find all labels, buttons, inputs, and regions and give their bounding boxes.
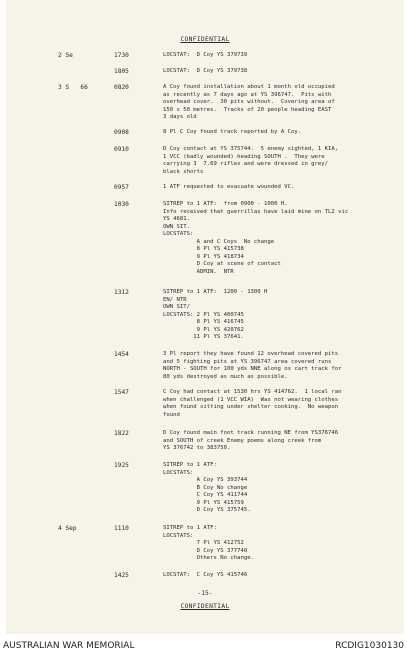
entry-text: 1 ATF requested to evacuate wounded VC.: [163, 184, 295, 190]
entry-time: 1730: [114, 52, 129, 59]
entry-time: 1030: [114, 201, 129, 208]
classification-header: CONFIDENTIAL: [180, 36, 230, 43]
entry-time: 0910: [114, 146, 129, 153]
entry-text: C Coy had contact at 1530 hrs YS 414762. 1 local ran when challenged (1 VCC WIA) Was not wearing clothes when found sitting under shelter cooking. No weapon found: [163, 389, 342, 418]
archive-reference: RCDIG1030130: [335, 641, 404, 651]
entry-time: 0820: [114, 84, 129, 91]
entry-time: 1822: [114, 430, 129, 437]
entry-time: 1805: [114, 68, 129, 75]
entry-date: 4 Sep: [58, 525, 77, 532]
entry-time: 0957: [114, 184, 129, 191]
entry-text: SITREP to 1 ATF: from 0900 - 1000 H. Info received that guerrillas have laid mine on TL2 vic YS 4681. OWN SIT. LOCSTATS: A and C Coys No change 8 Pl YS 415738 9 Pl YS 418734 D Coy at scene of contact ADMIN. NTR: [163, 201, 349, 275]
entry-time: 1454: [114, 351, 129, 358]
document-page: [6, 0, 404, 634]
entry-text: SITREP to 1 ATF: 1200 - 1300 H EN/ NTR OWN SIT/ LOCSTATS: 2 Pl YS 400745 8 Pl YS 416745 9 Pl YS 420762 11 Pl YS 37641.: [163, 289, 268, 340]
entry-time: 1547: [114, 389, 129, 396]
classification-footer: CONFIDENTIAL: [180, 603, 230, 610]
entry-text: D Coy found main foot track running NE from YS376746 and SOUTH of creek Enemy poems along creek from YS 376742 to 383750.: [163, 430, 339, 451]
entry-text: LOCSTAT: D Coy YS 379739: [163, 52, 248, 58]
entry-text: LOCSTAT: D Coy YS 379738: [163, 68, 248, 74]
entry-time: 1425: [114, 572, 129, 579]
archive-footer: [0, 638, 407, 654]
entry-text: 8 Pl C Coy found track reported by A Coy.: [163, 129, 302, 135]
entry-time: 1110: [114, 525, 129, 532]
archive-institution: AUSTRALIAN WAR MEMORIAL: [3, 641, 135, 651]
entry-time: 0908: [114, 129, 129, 136]
entry-text: SITREP to 1 ATF: LOCSTATS: A Coy YS 393744 B Coy No change C Coy YS 411744 9 Pl YS 415759 D Coy YS 375745.: [163, 462, 251, 513]
entry-text: LOCSTAT: C Coy YS 415746: [163, 572, 248, 578]
entry-text: D Coy contact at YS 375744. 5 enemy sighted, 1 KIA, 1 VCC (badly wounded) heading SOUTH . They were carrying 3 7.69 rifles and were dressed in grey/ black shorts: [163, 146, 339, 175]
page-number: -15-: [197, 590, 213, 597]
entry-date: 2 Se: [58, 52, 73, 59]
entry-time: 1312: [114, 289, 129, 296]
entry-text: SITREP to 1 ATF: LOCSTATS: 7 Pl YS 412752 D Coy YS 377740 Others No change.: [163, 525, 254, 561]
entry-date: 3 S 66: [58, 84, 88, 91]
entry-text: A Coy found installation about 1 month old occupied as recently as 7 days ago at YS 396747. Pits with overhead cover. 30 pits without. Covering area of 150 x 50 metres. Tracks of 20 people heading EAST 3 days old: [163, 84, 335, 120]
entry-text: 3 Pl report they have found 12 overhead covered pits and 5 fighting pits at YS 396747 area covered runs NORTH - SOUTH for 100 yds NNE along ox cart track for 80 yds destroyed as much as possible.: [163, 351, 342, 380]
entry-time: 1925: [114, 462, 129, 469]
